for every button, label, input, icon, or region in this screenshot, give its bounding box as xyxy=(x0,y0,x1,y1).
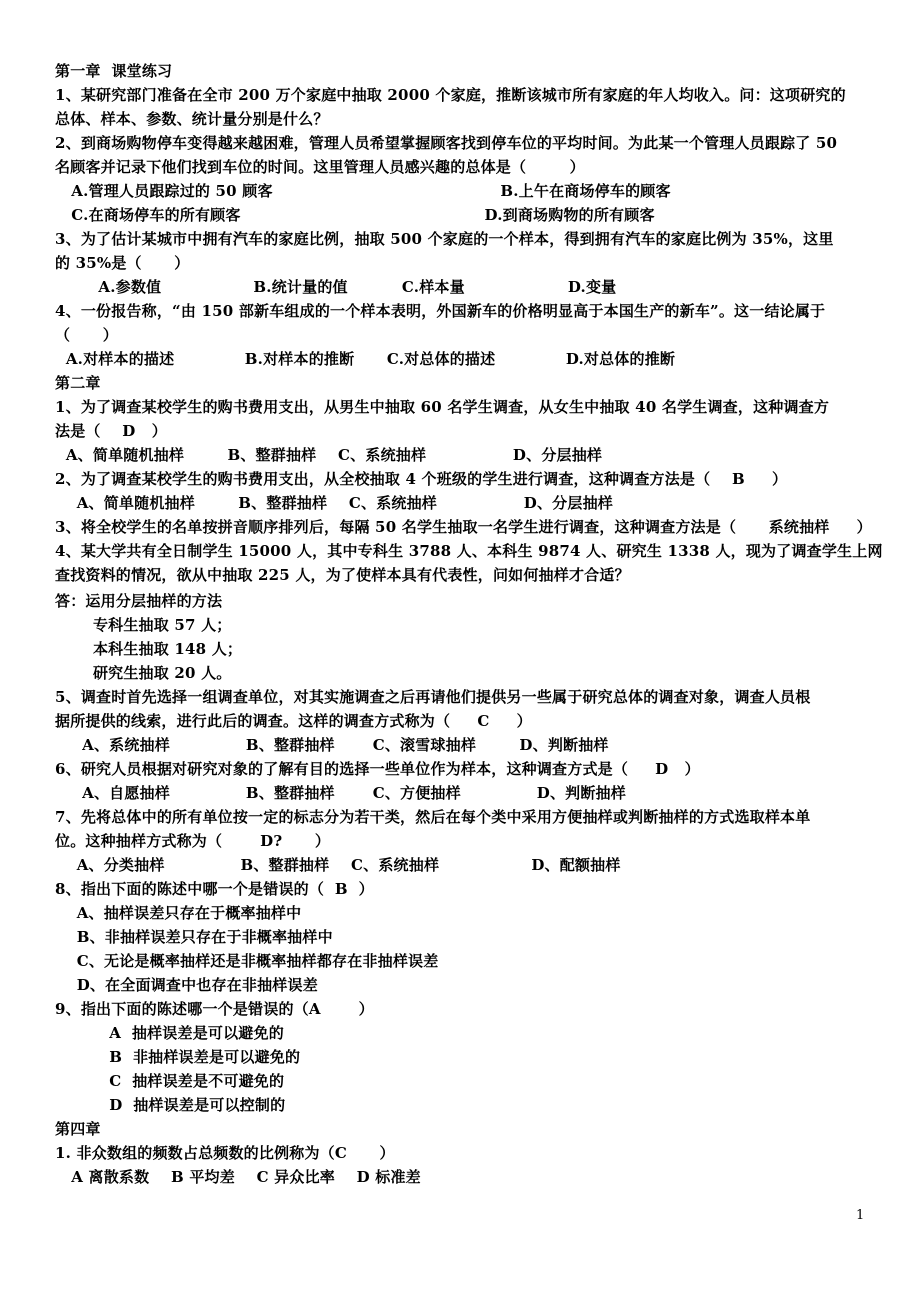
text-line: C、无论是概率抽样还是非概率抽样都存在非抽样误差 xyxy=(55,952,439,970)
text-line: 4、某大学共有全日制学生 15000 人，其中专科生 3788 人、本科生 9874 人、研究生 1338 人，现为了调查学生上网 xyxy=(55,542,883,560)
text-line: A.管理人员跟踪过的 50 顾客 B.上午在商场停车的顾客 xyxy=(55,182,671,200)
text-line: 2、到商场购物停车变得越来越困难，管理人员希望掌握顾客找到停车位的平均时间。为此某一个管理人员跟踪了 50 xyxy=(55,134,838,152)
text-line: B、非抽样误差只存在于非概率抽样中 xyxy=(55,928,333,946)
text-line: 研究生抽取 20 人。 xyxy=(55,664,232,682)
text-line: 7、先将总体中的所有单位按一定的标志分为若干类，然后在每个类中采用方便抽样或判断抽样的方式选取样本单 xyxy=(55,808,811,826)
text-line: D、在全面调查中也存在非抽样误差 xyxy=(55,976,318,994)
text-line: A、简单随机抽样 B、整群抽样 C、系统抽样 D、分层抽样 xyxy=(55,446,603,464)
text-line: 总体、样本、参数、统计量分别是什么？ xyxy=(55,110,329,128)
text-line: A、系统抽样 B、整群抽样 C、滚雪球抽样 D、判断抽样 xyxy=(55,736,609,754)
text-line: 9、指出下面的陈述哪一个是错误的（A ） xyxy=(55,1000,374,1018)
text-line: C 抽样误差是不可避免的 xyxy=(55,1072,285,1090)
text-line: 4、一份报告称，“由 150 部新车组成的一个样本表明，外国新车的价格明显高于本国生产的新车”。这一结论属于 xyxy=(55,302,826,320)
text-line: A、简单随机抽样 B、整群抽样 C、系统抽样 D、分层抽样 xyxy=(55,494,613,512)
text-line: 的 35%是（ ） xyxy=(55,254,190,272)
page-number: 1 xyxy=(856,1208,865,1223)
text-line: 专科生抽取 57 人； xyxy=(55,616,232,634)
text-line: 5、调查时首先选择一组调查单位，对其实施调查之后再请他们提供另一些属于研究总体的调查对象，调查人员根 xyxy=(55,688,811,706)
text-line: 第四章 xyxy=(55,1120,101,1138)
text-line: 1、为了调查某校学生的购书费用支出，从男生中抽取 60 名学生调查，从女生中抽取 40 名学生调查，这种调查方 xyxy=(55,398,830,416)
text-line: C.在商场停车的所有顾客 D.到商场购物的所有顾客 xyxy=(55,206,655,224)
text-line: 法是（ D ） xyxy=(55,422,167,440)
text-line: 1、某研究部门准备在全市 200 万个家庭中抽取 2000 个家庭，推断该城市所有家庭的年人均收入。问：这项研究的 xyxy=(55,86,846,104)
text-line: 3、将全校学生的名单按拼音顺序排列后，每隔 50 名学生抽取一名学生进行调查，这种调查方法是（ 系统抽样 ） xyxy=(55,518,872,536)
text-line: A、分类抽样 B、整群抽样 C、系统抽样 D、配额抽样 xyxy=(55,856,621,874)
text-line: A.参数值 B.统计量的值 C.样本量 D.变量 xyxy=(55,278,617,296)
text-line: 2、为了调查某校学生的购书费用支出，从全校抽取 4 个班级的学生进行调查，这种调查方法是（ B ） xyxy=(55,470,788,488)
text-line: B 非抽样误差是可以避免的 xyxy=(55,1048,301,1066)
text-line: A 抽样误差是可以避免的 xyxy=(55,1024,284,1042)
text-line: 6、研究人员根据对研究对象的了解有目的选择一些单位作为样本，这种调查方式是（ D ） xyxy=(55,760,700,778)
text-line: 1. 非众数组的频数占总频数的比例称为（C ） xyxy=(55,1144,395,1162)
text-line: 位。这种抽样方式称为（ D? ） xyxy=(55,832,331,850)
text-line: A、自愿抽样 B、整群抽样 C、方便抽样 D、判断抽样 xyxy=(55,784,626,802)
text-line: 据所提供的线索，进行此后的调查。这样的调查方式称为（ C ） xyxy=(55,712,532,730)
text-line: 本科生抽取 148 人； xyxy=(55,640,243,658)
text-line: A 离散系数 B 平均差 C 异众比率 D 标准差 xyxy=(55,1168,421,1186)
text-line: D 抽样误差是可以控制的 xyxy=(55,1096,286,1114)
text-line: 8、指出下面的陈述中哪一个是错误的（ B ） xyxy=(55,880,374,898)
text-line: 答：运用分层抽样的方法 xyxy=(55,592,223,610)
text-line: （ ） xyxy=(55,326,118,344)
text-line: 第二章 xyxy=(55,374,101,392)
text-line: A.对样本的描述 B.对样本的推断 C.对总体的描述 D.对总体的推断 xyxy=(55,350,676,368)
text-line: 名顾客并记录下他们找到车位的时间。这里管理人员感兴趣的总体是（ ） xyxy=(55,158,585,176)
text-line: 第一章 课堂练习 xyxy=(55,62,173,80)
text-line: 3、为了估计某城市中拥有汽车的家庭比例，抽取 500 个家庭的一个样本，得到拥有汽车的家庭比例为 35%，这里 xyxy=(55,230,834,248)
text-line: A、抽样误差只存在于概率抽样中 xyxy=(55,904,302,922)
text-line: 查找资料的情况，欲从中抽取 225 人，为了使样本具有代表性，问如何抽样才合适？ xyxy=(55,566,630,584)
